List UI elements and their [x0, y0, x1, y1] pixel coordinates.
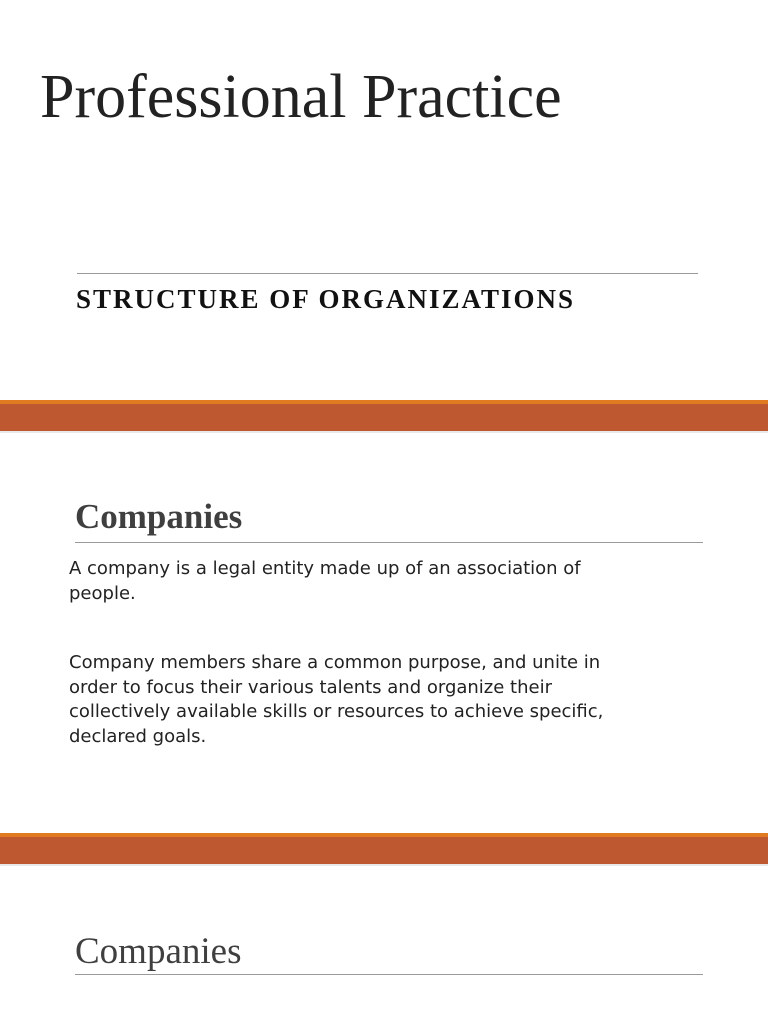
presentation-subtitle: STRUCTURE OF ORGANIZATIONS	[76, 284, 576, 314]
divider-band-fill	[0, 404, 768, 431]
slide-companies-definition	[0, 433, 768, 833]
heading-rule	[75, 974, 703, 975]
divider-band-fill	[0, 837, 768, 864]
presentation-title: Professional Practice	[40, 63, 562, 131]
body-paragraph: Company members share a common purpose, and unite in order to focus their various talents and organize their collectively available skills or resources to achieve specific, declared goals.	[69, 652, 604, 747]
slide-divider	[0, 833, 768, 866]
slide-heading: Companies	[75, 931, 242, 972]
slide-divider	[0, 400, 768, 433]
heading-rule	[75, 542, 703, 543]
slide-title	[0, 0, 768, 400]
slide-companies-essence	[0, 866, 768, 1024]
body-paragraph: A company is a legal entity made up of an association of people.	[69, 558, 581, 604]
subtitle-rule	[77, 273, 698, 274]
slide-heading: Companies	[75, 497, 243, 536]
